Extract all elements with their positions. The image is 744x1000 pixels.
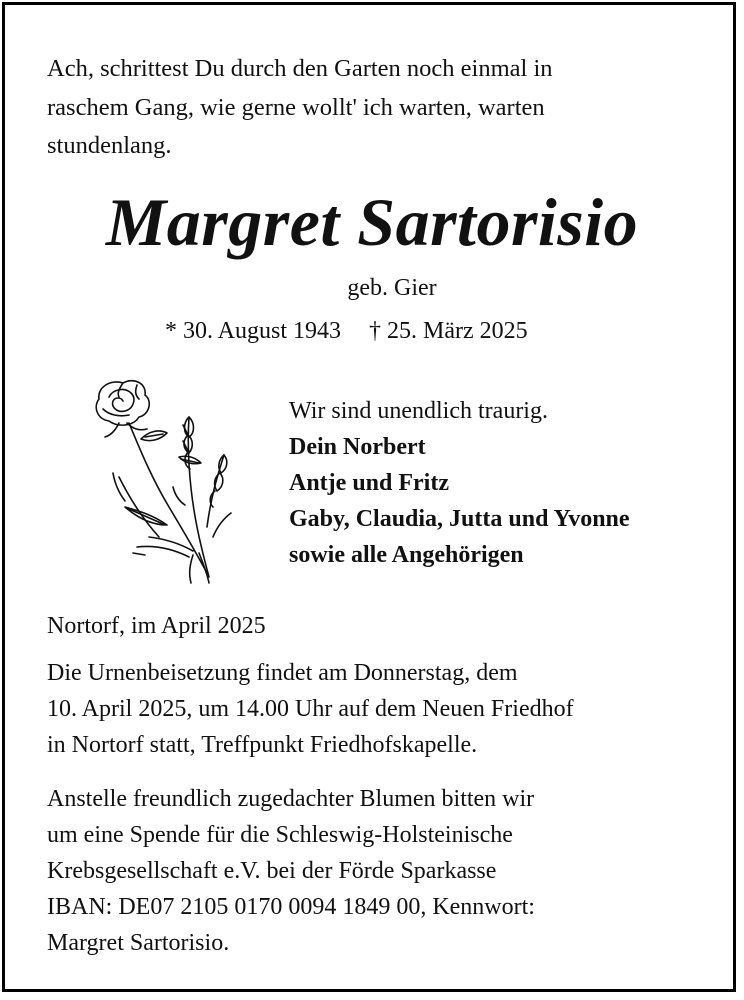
mourner-name: sowie alle Angehörigen <box>289 542 524 568</box>
life-dates <box>165 318 528 345</box>
birth-date: * 30. August 1943 <box>165 318 342 344</box>
funeral-line: 10. April 2025, um 14.00 Uhr auf dem Neuen Friedhof <box>47 696 574 722</box>
rose-drawing-icon <box>89 377 239 587</box>
donation-line: Krebsgesellschaft e.V. bei der Förde Sparkasse <box>47 858 497 884</box>
poem <box>47 50 707 166</box>
donation-line: Margret Sartorisio. <box>47 930 230 956</box>
mourning-statement: Wir sind unendlich traurig. <box>289 398 548 424</box>
obituary-notice <box>2 2 736 992</box>
poem-line: raschem Gang, wie gerne wollt' ich warten, warten <box>47 93 545 121</box>
funeral-info <box>47 655 717 763</box>
death-date: † 25. März 2025 <box>369 318 528 344</box>
maiden-name: geb. Gier <box>347 275 437 301</box>
mourners-list <box>289 393 729 573</box>
donation-line: Anstelle freundlich zugedachter Blumen bitten wir <box>47 786 535 812</box>
donation-line: um eine Spende für die Schleswig-Holsteinische <box>47 822 513 848</box>
mourner-name: Gaby, Claudia, Jutta und Yvonne <box>289 506 630 532</box>
mourner-name: Antje und Fritz <box>289 470 449 496</box>
deceased-name: Margret Sartorisio <box>105 184 639 260</box>
poem-line: Ach, schrittest Du durch den Garten noch einmal in <box>47 55 553 82</box>
donation-info <box>47 781 717 961</box>
place-date: Nortorf, im April 2025 <box>47 613 266 639</box>
poem-line: stundenlang. <box>47 132 172 159</box>
donation-line: IBAN: DE07 2105 0170 0094 1849 00, Kennwort: <box>47 894 535 920</box>
funeral-line: in Nortorf statt, Treffpunkt Friedhofskapelle. <box>47 732 478 758</box>
mourner-name: Dein Norbert <box>289 434 426 460</box>
funeral-line: Die Urnenbeisetzung findet am Donnerstag, dem <box>47 660 518 686</box>
